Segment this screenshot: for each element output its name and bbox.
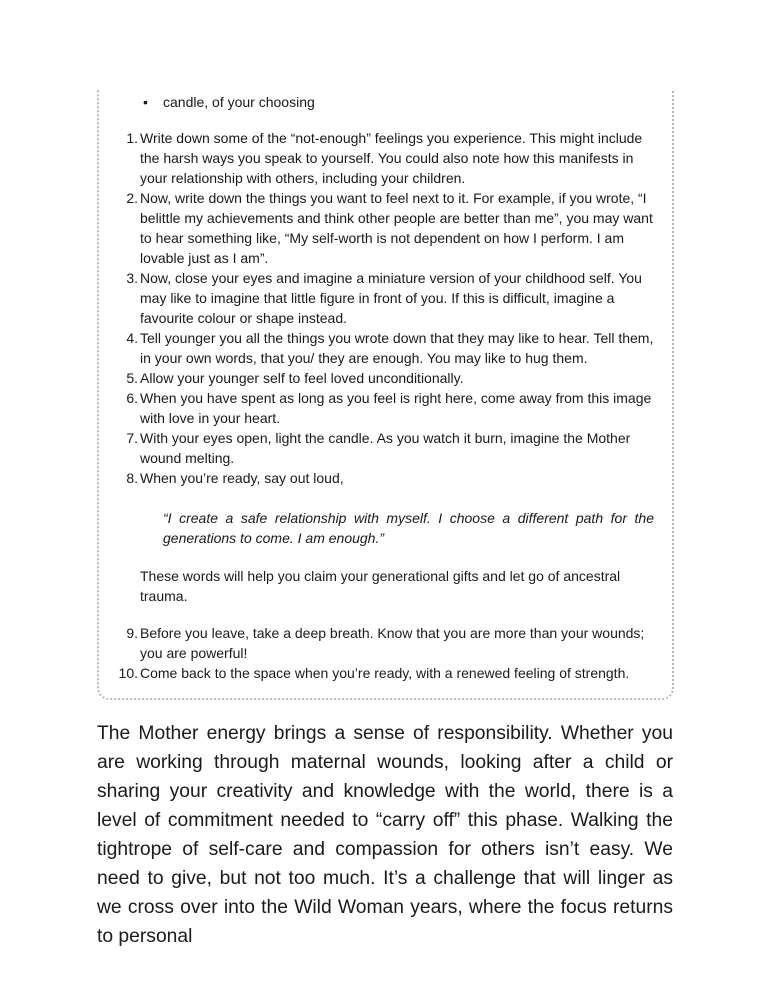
step-text: Allow your younger self to feel loved unconditionally.	[140, 370, 464, 386]
step-number: 3.	[126, 270, 138, 286]
affirmation-quote: “I create a safe relationship with myself. I choose a different path for the generations to come. I am enough.”	[163, 510, 654, 546]
step-text: When you have spent as long as you feel is right here, come away from this image with love in your heart.	[140, 390, 652, 426]
step-number: 10.	[118, 665, 138, 681]
list-item	[118, 268, 658, 328]
step-number: 8.	[126, 470, 138, 486]
step-number: 4.	[126, 330, 138, 346]
list-item	[118, 388, 658, 428]
step-text: Now, write down the things you want to feel next to it. For example, if you wrote, “I belittle my achievements and think other people are better than me”, you may want to hear something like, “My self-worth is not dependent on how I perform. I am lovable just as I am”.	[140, 190, 653, 266]
step-text: Now, close your eyes and imagine a miniature version of your childhood self. You may like to imagine that little figure in front of you. If this is difficult, imagine a favourite colour or shape instead.	[140, 270, 642, 326]
affirmation-note: These words will help you claim your generational gifts and let go of ancestral trauma.	[140, 568, 621, 604]
list-item	[118, 663, 658, 683]
step-text: When you’re ready, say out loud,	[140, 470, 344, 486]
step-number: 9.	[126, 625, 138, 641]
list-item	[118, 328, 658, 368]
step-text: With your eyes open, light the candle. As you watch it burn, imagine the Mother wound melting.	[140, 430, 631, 466]
list-item	[118, 623, 658, 663]
step-number: 7.	[126, 430, 138, 446]
steps-list	[118, 128, 658, 488]
step-number: 1.	[126, 130, 138, 146]
body-paragraph: The Mother energy brings a sense of responsibility. Whether you are working through maternal wounds, looking after a child or sharing your creativity and knowledge with the world, there is a level of commitment needed to “carry off” this phase. Walking the tightrope of self-care and compassion for others isn’t easy. We need to give, but not too much. It’s a challenge that will linger as we cross over into the Wild Woman years, where the focus returns to personal	[97, 723, 673, 947]
step-number: 2.	[126, 190, 138, 206]
bullet-dot: •	[143, 94, 148, 110]
list-item	[118, 188, 658, 268]
step-text: Come back to the space when you’re ready, with a renewed feeling of strength.	[140, 665, 630, 681]
step-text: Before you leave, take a deep breath. Know that you are more than your wounds; you are powerful!	[140, 625, 645, 661]
list-item	[118, 128, 658, 188]
list-item	[118, 428, 658, 468]
step-number: 5.	[126, 370, 138, 386]
step-text: Tell younger you all the things you wrote down that they may like to hear. Tell them, in your own words, that you/ they are enough. You may like to hug them.	[140, 330, 654, 366]
step-number: 6.	[126, 390, 138, 406]
list-item	[118, 368, 658, 388]
step-text: Write down some of the “not-enough” feelings you experience. This might include the harsh ways you speak to yourself. You could also note how this manifests in your relationship with others, including your children.	[140, 130, 643, 186]
steps-list-continued	[118, 623, 658, 683]
bullet-text: candle, of your choosing	[163, 94, 315, 110]
list-item	[118, 468, 658, 488]
